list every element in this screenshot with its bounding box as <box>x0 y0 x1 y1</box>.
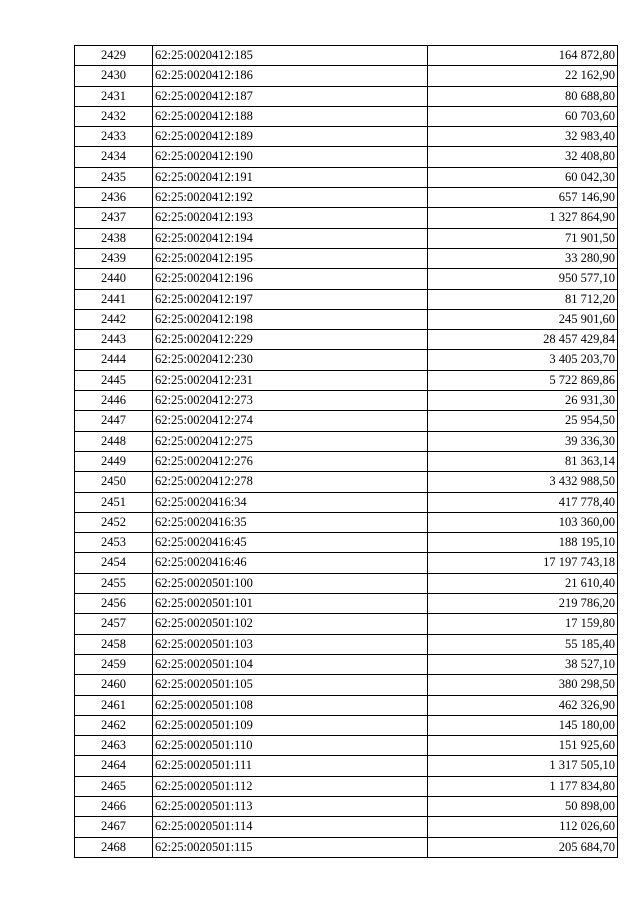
table-row <box>75 634 618 654</box>
table-row <box>75 614 618 634</box>
cadastral-number-cell: 62:25:0020501:108 <box>153 695 428 715</box>
row-number-cell: 2456 <box>75 594 153 614</box>
table-row <box>75 188 618 208</box>
cadastral-value-cell: 22 162,90 <box>428 66 618 86</box>
cadastral-value-cell: 71 901,50 <box>428 228 618 248</box>
cadastral-number-cell: 62:25:0020412:188 <box>153 106 428 126</box>
table-row <box>75 208 618 228</box>
cadastral-number-cell: 62:25:0020501:109 <box>153 715 428 735</box>
row-number-cell: 2436 <box>75 188 153 208</box>
cadastral-number-cell: 62:25:0020412:189 <box>153 127 428 147</box>
row-number-cell: 2463 <box>75 736 153 756</box>
table-row <box>75 553 618 573</box>
cadastral-number-cell: 62:25:0020501:110 <box>153 736 428 756</box>
cadastral-value-cell: 80 688,80 <box>428 86 618 106</box>
row-number-cell: 2454 <box>75 553 153 573</box>
table-row <box>75 654 618 674</box>
row-number-cell: 2434 <box>75 147 153 167</box>
cadastral-number-cell: 62:25:0020416:46 <box>153 553 428 573</box>
cadastral-number-cell: 62:25:0020501:111 <box>153 756 428 776</box>
cadastral-number-cell: 62:25:0020501:100 <box>153 573 428 593</box>
cadastral-value-cell: 1 327 864,90 <box>428 208 618 228</box>
cadastral-number-cell: 62:25:0020501:101 <box>153 594 428 614</box>
table-row <box>75 512 618 532</box>
row-number-cell: 2431 <box>75 86 153 106</box>
row-number-cell: 2437 <box>75 208 153 228</box>
cadastral-number-cell: 62:25:0020501:114 <box>153 817 428 837</box>
cadastral-value-cell: 188 195,10 <box>428 533 618 553</box>
row-number-cell: 2447 <box>75 411 153 431</box>
table-row <box>75 675 618 695</box>
table-row <box>75 167 618 187</box>
cadastral-value-cell: 38 527,10 <box>428 654 618 674</box>
cadastral-number-cell: 62:25:0020501:112 <box>153 776 428 796</box>
cadastral-value-cell: 60 042,30 <box>428 167 618 187</box>
row-number-cell: 2441 <box>75 289 153 309</box>
cadastral-number-cell: 62:25:0020412:198 <box>153 309 428 329</box>
row-number-cell: 2444 <box>75 350 153 370</box>
cadastral-number-cell: 62:25:0020501:102 <box>153 614 428 634</box>
row-number-cell: 2462 <box>75 715 153 735</box>
table-row <box>75 817 618 837</box>
cadastral-number-cell: 62:25:0020501:115 <box>153 837 428 857</box>
row-number-cell: 2455 <box>75 573 153 593</box>
table-row <box>75 370 618 390</box>
table-row <box>75 715 618 735</box>
row-number-cell: 2459 <box>75 654 153 674</box>
cadastral-number-cell: 62:25:0020412:193 <box>153 208 428 228</box>
row-number-cell: 2449 <box>75 451 153 471</box>
cadastral-number-cell: 62:25:0020416:45 <box>153 533 428 553</box>
cadastral-number-cell: 62:25:0020501:105 <box>153 675 428 695</box>
row-number-cell: 2448 <box>75 431 153 451</box>
cadastral-number-cell: 62:25:0020412:186 <box>153 66 428 86</box>
cadastral-number-cell: 62:25:0020412:273 <box>153 391 428 411</box>
cadastral-value-cell: 3 432 988,50 <box>428 472 618 492</box>
row-number-cell: 2446 <box>75 391 153 411</box>
cadastral-value-cell: 145 180,00 <box>428 715 618 735</box>
row-number-cell: 2430 <box>75 66 153 86</box>
cadastral-value-cell: 60 703,60 <box>428 106 618 126</box>
table-row <box>75 228 618 248</box>
table-row <box>75 289 618 309</box>
cadastral-number-cell: 62:25:0020412:192 <box>153 188 428 208</box>
cadastral-value-cell: 103 360,00 <box>428 512 618 532</box>
table-row <box>75 248 618 268</box>
table-row <box>75 309 618 329</box>
cadastral-number-cell: 62:25:0020501:104 <box>153 654 428 674</box>
table-row <box>75 594 618 614</box>
cadastral-number-cell: 62:25:0020412:194 <box>153 228 428 248</box>
row-number-cell: 2460 <box>75 675 153 695</box>
table-row <box>75 127 618 147</box>
table-row <box>75 66 618 86</box>
row-number-cell: 2457 <box>75 614 153 634</box>
cadastral-value-cell: 5 722 869,86 <box>428 370 618 390</box>
cadastral-value-cell: 205 684,70 <box>428 837 618 857</box>
cadastral-value-cell: 462 326,90 <box>428 695 618 715</box>
row-number-cell: 2467 <box>75 817 153 837</box>
cadastral-value-cell: 1 317 505,10 <box>428 756 618 776</box>
cadastral-value-cell: 245 901,60 <box>428 309 618 329</box>
cadastral-value-table <box>74 45 618 858</box>
cadastral-number-cell: 62:25:0020412:275 <box>153 431 428 451</box>
row-number-cell: 2440 <box>75 269 153 289</box>
cadastral-value-cell: 28 457 429,84 <box>428 330 618 350</box>
table-row <box>75 46 618 66</box>
table-row <box>75 796 618 816</box>
table-row <box>75 330 618 350</box>
cadastral-number-cell: 62:25:0020501:113 <box>153 796 428 816</box>
table-row <box>75 431 618 451</box>
table-row <box>75 756 618 776</box>
row-number-cell: 2451 <box>75 492 153 512</box>
row-number-cell: 2461 <box>75 695 153 715</box>
cadastral-value-cell: 17 159,80 <box>428 614 618 634</box>
table-row <box>75 776 618 796</box>
cadastral-value-cell: 657 146,90 <box>428 188 618 208</box>
cadastral-value-cell: 380 298,50 <box>428 675 618 695</box>
cadastral-value-cell: 32 983,40 <box>428 127 618 147</box>
row-number-cell: 2433 <box>75 127 153 147</box>
table-row <box>75 837 618 857</box>
row-number-cell: 2443 <box>75 330 153 350</box>
cadastral-value-cell: 50 898,00 <box>428 796 618 816</box>
cadastral-number-cell: 62:25:0020412:231 <box>153 370 428 390</box>
row-number-cell: 2468 <box>75 837 153 857</box>
table-row <box>75 391 618 411</box>
table-row <box>75 736 618 756</box>
table-row <box>75 147 618 167</box>
cadastral-number-cell: 62:25:0020412:185 <box>153 46 428 66</box>
cadastral-value-cell: 3 405 203,70 <box>428 350 618 370</box>
cadastral-number-cell: 62:25:0020412:230 <box>153 350 428 370</box>
table-row <box>75 86 618 106</box>
cadastral-number-cell: 62:25:0020412:190 <box>153 147 428 167</box>
cadastral-number-cell: 62:25:0020412:195 <box>153 248 428 268</box>
row-number-cell: 2442 <box>75 309 153 329</box>
cadastral-value-cell: 219 786,20 <box>428 594 618 614</box>
row-number-cell: 2464 <box>75 756 153 776</box>
row-number-cell: 2458 <box>75 634 153 654</box>
cadastral-number-cell: 62:25:0020412:229 <box>153 330 428 350</box>
table-row <box>75 695 618 715</box>
cadastral-value-cell: 26 931,30 <box>428 391 618 411</box>
row-number-cell: 2465 <box>75 776 153 796</box>
table-row <box>75 350 618 370</box>
cadastral-value-cell: 17 197 743,18 <box>428 553 618 573</box>
table-row <box>75 573 618 593</box>
row-number-cell: 2466 <box>75 796 153 816</box>
cadastral-value-cell: 81 363,14 <box>428 451 618 471</box>
row-number-cell: 2432 <box>75 106 153 126</box>
cadastral-value-cell: 39 336,30 <box>428 431 618 451</box>
cadastral-value-cell: 417 778,40 <box>428 492 618 512</box>
table-row <box>75 269 618 289</box>
table-row <box>75 472 618 492</box>
row-number-cell: 2438 <box>75 228 153 248</box>
row-number-cell: 2439 <box>75 248 153 268</box>
cadastral-value-cell: 21 610,40 <box>428 573 618 593</box>
cadastral-number-cell: 62:25:0020416:34 <box>153 492 428 512</box>
cadastral-number-cell: 62:25:0020412:187 <box>153 86 428 106</box>
cadastral-number-cell: 62:25:0020412:197 <box>153 289 428 309</box>
cadastral-number-cell: 62:25:0020501:103 <box>153 634 428 654</box>
table-row <box>75 533 618 553</box>
table-row <box>75 411 618 431</box>
cadastral-value-cell: 25 954,50 <box>428 411 618 431</box>
cadastral-value-cell: 81 712,20 <box>428 289 618 309</box>
row-number-cell: 2452 <box>75 512 153 532</box>
cadastral-value-cell: 164 872,80 <box>428 46 618 66</box>
row-number-cell: 2429 <box>75 46 153 66</box>
cadastral-number-cell: 62:25:0020412:276 <box>153 451 428 471</box>
cadastral-value-cell: 1 177 834,80 <box>428 776 618 796</box>
cadastral-number-cell: 62:25:0020412:191 <box>153 167 428 187</box>
row-number-cell: 2453 <box>75 533 153 553</box>
row-number-cell: 2450 <box>75 472 153 492</box>
cadastral-value-cell: 32 408,80 <box>428 147 618 167</box>
table-row <box>75 492 618 512</box>
row-number-cell: 2435 <box>75 167 153 187</box>
cadastral-number-cell: 62:25:0020412:274 <box>153 411 428 431</box>
cadastral-number-cell: 62:25:0020412:196 <box>153 269 428 289</box>
table-row <box>75 106 618 126</box>
cadastral-value-cell: 151 925,60 <box>428 736 618 756</box>
row-number-cell: 2445 <box>75 370 153 390</box>
table-body <box>75 46 618 858</box>
table-row <box>75 451 618 471</box>
cadastral-value-cell: 55 185,40 <box>428 634 618 654</box>
cadastral-number-cell: 62:25:0020412:278 <box>153 472 428 492</box>
cadastral-value-cell: 112 026,60 <box>428 817 618 837</box>
cadastral-number-cell: 62:25:0020416:35 <box>153 512 428 532</box>
cadastral-value-cell: 950 577,10 <box>428 269 618 289</box>
cadastral-value-cell: 33 280,90 <box>428 248 618 268</box>
